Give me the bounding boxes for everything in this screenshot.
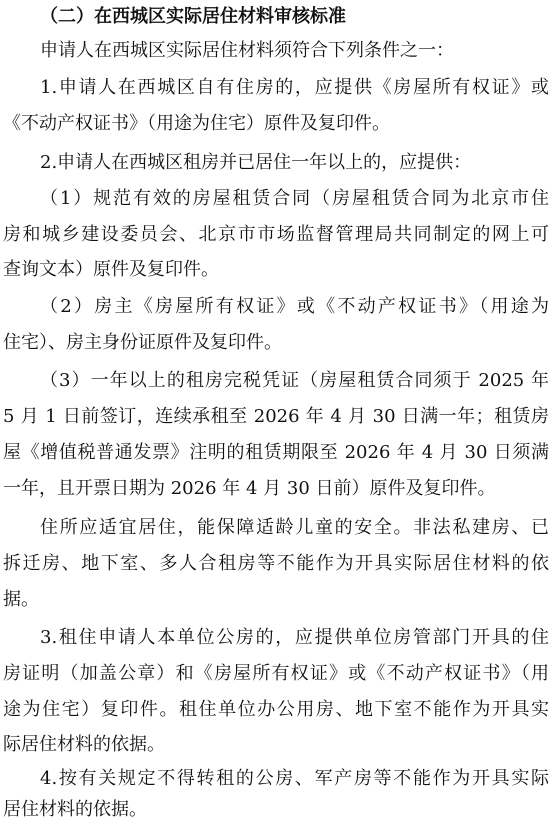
item2-sub1-line2: 房和城乡建设委员会、北京市市场监督管理局共同制定的网上可	[3, 224, 549, 245]
item2-note-line2: 拆迁房、地下室、多人合租房等不能作为开具实际居住材料的依	[3, 553, 549, 574]
item3-line2: 房证明（加盖公章）和《房屋所有权证》或《不动产权证书》（用	[3, 663, 549, 684]
section-title: （二）在西城区实际居住材料审核标准	[40, 6, 346, 27]
item2-title: 2.申请人在西城区租房并已居住一年以上的，应提供：	[40, 152, 472, 173]
item4-line1: 4.按有关规定不得转租的公房、军产房等不能作为开具实际	[40, 768, 549, 789]
item3-line4: 际居住材料的依据。	[3, 734, 165, 755]
item2-sub3-line4: 一年，且开票日期为 2026 年 4 月 30 日前）原件及复印件。	[3, 478, 496, 499]
item2-sub1-line1: （1）规范有效的房屋租赁合同（房屋租赁合同为北京市住	[40, 188, 549, 209]
intro-paragraph: 申请人在西城区实际居住材料须符合下列条件之一：	[40, 40, 454, 61]
item2-sub2-line2: 住宅）、房主身份证原件及复印件。	[3, 332, 282, 353]
item2-sub3-line2: 5 月 1 日前签订，连续承租至 2026 年 4 月 30 日满一年；租赁房	[3, 406, 549, 427]
item2-sub3-line3: 屋《增值税普通发票》注明的租赁期限至 2026 年 4 月 30 日须满	[3, 442, 549, 463]
item2-sub1-line3: 查询文本）原件及复印件。	[3, 259, 219, 280]
item2-note-line3: 据。	[3, 589, 39, 610]
item4-line2: 居住材料的依据。	[3, 799, 147, 820]
item3-line3: 途为住宅）复印件。租住单位办公用房、地下室不能作为开具实	[3, 699, 549, 720]
item2-sub2-line1: （2）房主《房屋所有权证》或《不动产权证书》（用途为	[40, 296, 549, 317]
item2-note-line1: 住所应适宜居住，能保障适龄儿童的安全。非法私建房、已	[40, 517, 549, 538]
item1-line2: 《不动产权证书》（用途为住宅）原件及复印件。	[3, 113, 390, 134]
item2-sub3-line1: （3）一年以上的租房完税凭证（房屋租赁合同须于 2025 年	[40, 370, 549, 391]
item1-line1: 1.申请人在西城区自有住房的，应提供《房屋所有权证》或	[40, 77, 549, 98]
item3-line1: 3.租住申请人本单位公房的，应提供单位房管部门开具的住	[40, 627, 549, 648]
